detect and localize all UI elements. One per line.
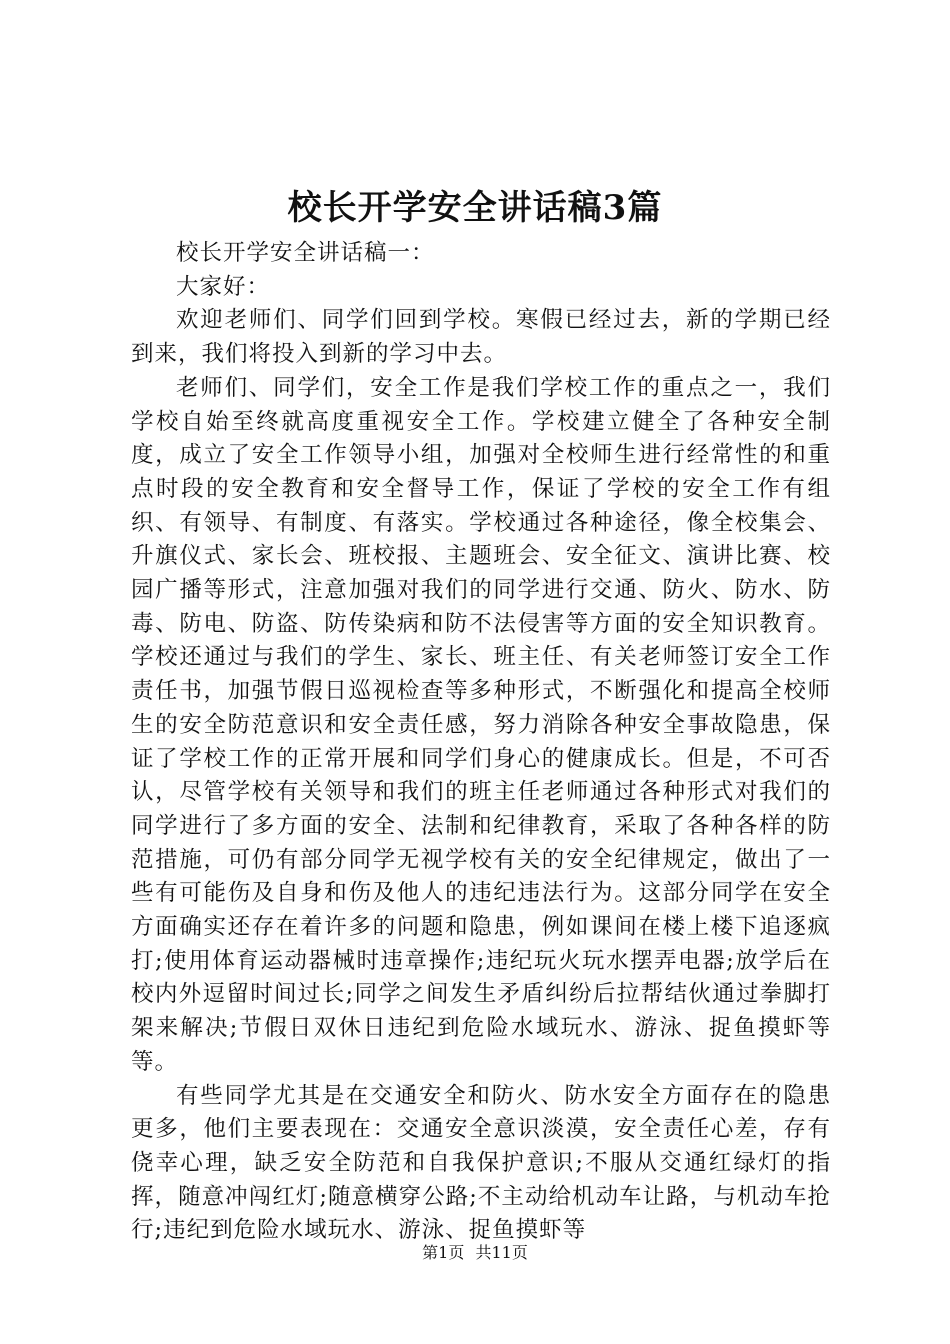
total-pages: 共11页 <box>475 1243 528 1262</box>
paragraph: 老师们、同学们，安全工作是我们学校工作的重点之一，我们学校自始至终就高度重视安全工作。学校建立健全了各种安全制度，成立了安全工作领导小组，加强对全校师生进行经常性的和重点时段的安全教育和安全督导工作，保证了学校的安全工作有组织、有领导、有制度、有落实。学校通过各种途径，像全校集会、升旗仪式、家长会、班校报、主题班会、安全征文、演讲比赛、校园广播等形式，注意加强对我们的同学进行交通、防火、防水、防毒、防电、防盗、防传染病和防不法侵害等方面的安全知识教育。学校还通过与我们的学生、家长、班主任、有关老师签订安全工作责任书，加强节假日巡视检查等多种形式，不断强化和提高全校师生的安全防范意识和安全责任感，努力消除各种安全事故隐患，保证了学校工作的正常开展和同学们身心的健康成长。但是，不可否认，尽管学校有关领导和我们的班主任老师通过各种形式对我们的同学进行了多方面的安全、法制和纪律教育，采取了各种各样的防范措施，可仍有部分同学无视学校有关的安全纪律规定，做出了一些有可能伤及自身和伤及他人的违纪违法行为。这部分同学在安全方面确实还存在着许多的问题和隐患，例如课间在楼上楼下追逐疯打;使用体育运动器械时违章操作;违纪玩火玩水摆弄电器;放学后在校内外逗留时间过长;同学之间发生矛盾纠纷后拉帮结伙通过拳脚打架来解决;节假日双休日违纪到危险水域玩水、游泳、捉鱼摸虾等等。 <box>131 374 831 1075</box>
document-title: 校长开学安全讲话稿3篇 <box>287 188 663 228</box>
page-number: 第1页 <box>422 1243 465 1262</box>
section-heading: 校长开学安全讲话稿一： <box>176 240 435 266</box>
paragraph: 欢迎老师们、同学们回到学校。寒假已经过去，新的学期已经到来，我们将投入到新的学习中去。 <box>131 307 831 368</box>
document-body <box>131 237 831 1248</box>
greeting: 大家好： <box>176 273 271 300</box>
page-footer <box>0 1242 950 1264</box>
paragraph: 有些同学尤其是在交通安全和防火、防水安全方面存在的隐患更多，他们主要表现在：交通安全意识淡漠，安全责任心差，存有侥幸心理，缺乏安全防范和自我保护意识;不服从交通红绿灯的指挥，随意冲闯红灯;随意横穿公路;不主动给机动车让路，与机动车抢行;违纪到危险水域玩水、游泳、捉鱼摸虾等 <box>131 1082 831 1244</box>
